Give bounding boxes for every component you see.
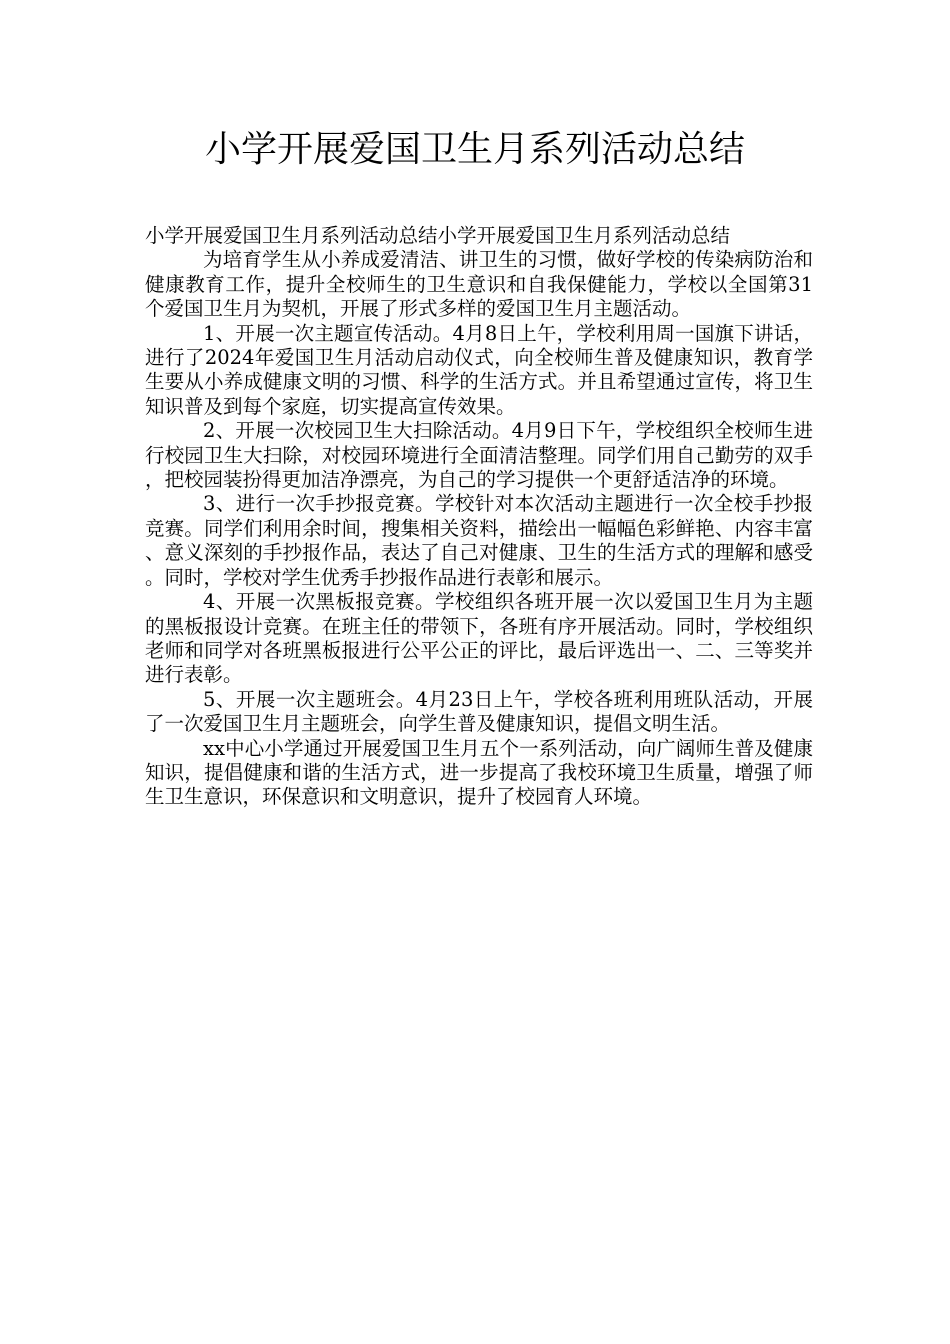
body-paragraph: 3、进行一次手抄报竞赛。学校针对本次活动主题进行一次全校手抄报竞赛。同学们利用余时间，搜集相关资料，描绘出一幅幅色彩鲜艳、内容丰富、意义深刻的手抄报作品，表达了自己对健康、卫生的生活方式的理解和感受。同时，学校对学生优秀手抄报作品进行表彰和展示。 bbox=[145, 492, 813, 589]
body-paragraph: 为培育学生从小养成爱清洁、讲卫生的习惯，做好学校的传染病防治和健康教育工作，提升全校师生的卫生意识和自我保健能力，学校以全国第31个爱国卫生月为契机，开展了形式多样的爱国卫生月主题活动。 bbox=[145, 248, 813, 321]
body-paragraph: 2、开展一次校园卫生大扫除活动。4月9日下午，学校组织全校师生进行校园卫生大扫除，对校园环境进行全面清洁整理。同学们用自己勤劳的双手，把校园装扮得更加洁净漂亮，为自己的学习提供一个更舒适洁净的环境。 bbox=[145, 419, 813, 492]
document-body bbox=[145, 224, 813, 810]
body-paragraph: 小学开展爱国卫生月系列活动总结小学开展爱国卫生月系列活动总结 bbox=[145, 224, 731, 247]
body-paragraph: xx中心小学通过开展爱国卫生月五个一系列活动，向广阔师生普及健康知识，提倡健康和谐的生活方式，进一步提高了我校环境卫生质量，增强了师生卫生意识，环保意识和文明意识，提升了校园育人环境。 bbox=[145, 736, 813, 809]
document-title: 小学开展爱国卫生月系列活动总结 bbox=[204, 129, 745, 170]
body-paragraph: 4、开展一次黑板报竞赛。学校组织各班开展一次以爱国卫生月为主题的黑板报设计竞赛。在班主任的带领下，各班有序开展活动。同时，学校组织老师和同学对各班黑板报进行公平公正的评比，最后评选出一、二、三等奖并进行表彰。 bbox=[145, 590, 813, 687]
body-paragraph: 1、开展一次主题宣传活动。4月8日上午，学校利用周一国旗下讲话，进行了2024年爱国卫生月活动启动仪式，向全校师生普及健康知识，教育学生要从小养成健康文明的习惯、科学的生活方式。并且希望通过宣传，将卫生知识普及到每个家庭，切实提高宣传效果。 bbox=[145, 321, 813, 418]
body-paragraph: 5、开展一次主题班会。4月23日上午，学校各班利用班队活动，开展了一次爱国卫生月主题班会，向学生普及健康知识，提倡文明生活。 bbox=[145, 687, 813, 736]
